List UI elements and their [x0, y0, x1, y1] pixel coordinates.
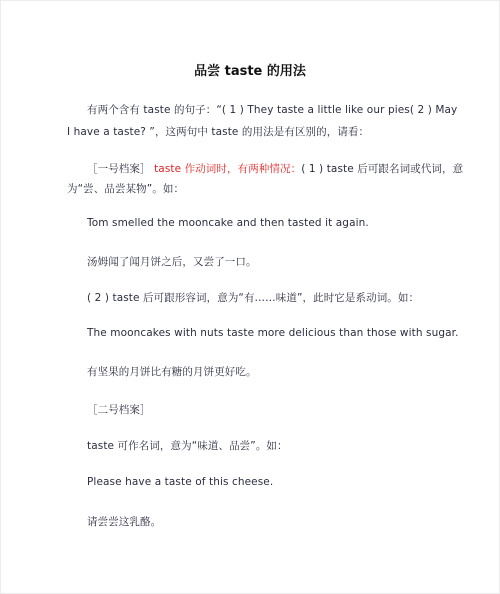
file2-label: ［二号档案］ — [87, 404, 151, 416]
document-title: 品尝 taste 的用法 — [194, 64, 306, 79]
example3-chinese: 请尝尝这乳酪。 — [87, 516, 162, 528]
example1-chinese: 汤姆闻了闻月饼之后，又尝了一口。 — [87, 256, 257, 268]
case2-paragraph: ( 2 ) taste 后可跟形容词，意为“有……味道”，此时它是系动词。如： — [87, 292, 420, 304]
example3-english: Please have a taste of this cheese. — [87, 476, 274, 488]
example2-english: The mooncakes with nuts taste more delicious than those with sugar. — [87, 327, 459, 339]
noun-usage-paragraph: taste 可作名词，意为“味道、品尝”。如： — [87, 440, 288, 452]
file1-paragraph — [87, 161, 463, 176]
intro-line-1: 有两个含有 taste 的句子：“( 1 ) They taste a little like our pies( 2 ) May — [87, 104, 458, 116]
file1-rest: ( 1 ) taste 后可跟名词或代词，意 — [301, 163, 464, 175]
example2-chinese: 有坚果的月饼比有糖的月饼更好吃。 — [87, 366, 257, 378]
file1-line-2: 为“尝、品尝某物”。如： — [67, 183, 185, 195]
file1-highlight: taste 作动词时，有两种情况： — [154, 163, 302, 175]
example1-english: Tom smelled the mooncake and then tasted it again. — [87, 217, 369, 229]
intro-line-2: I have a taste? ”，这两句中 taste 的用法是有区别的，请看： — [67, 126, 370, 138]
file1-label: ［一号档案］ — [87, 163, 151, 175]
